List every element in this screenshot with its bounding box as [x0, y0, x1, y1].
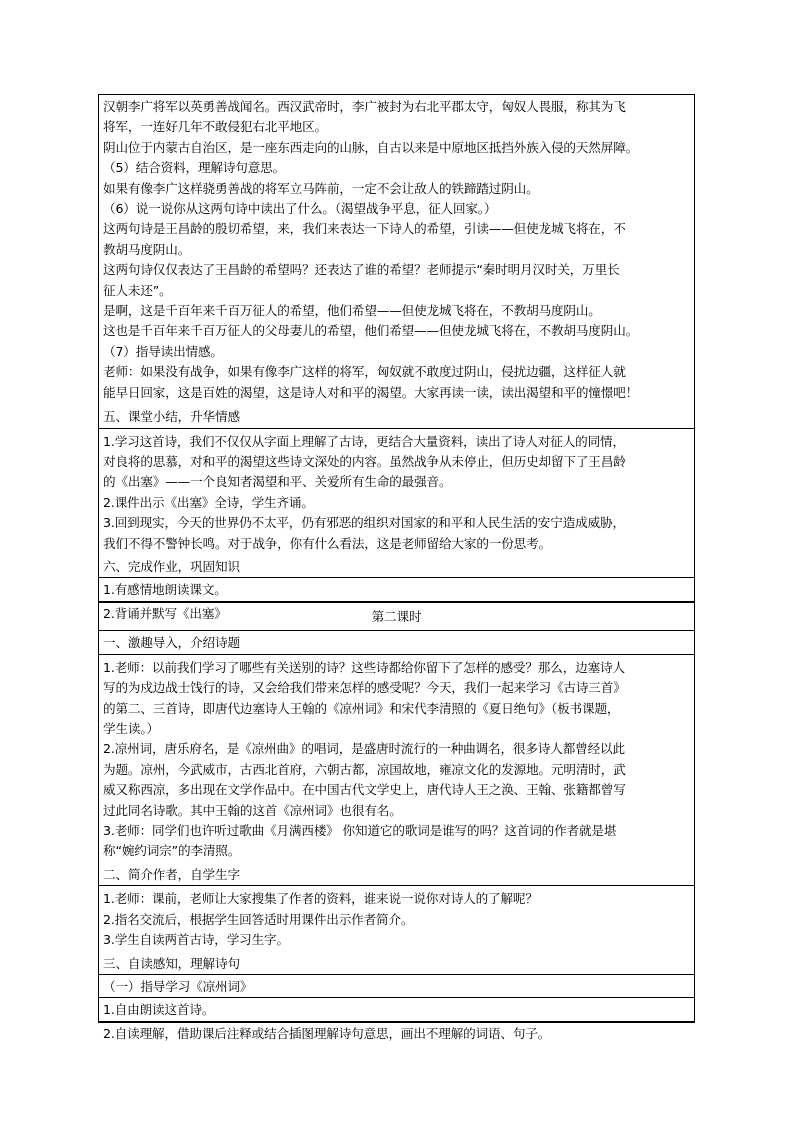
- intro-line: 写的为戍边战士饯行的诗，又会给我们带来怎样的感受呢？今天，我们一起来学习《古诗三首》: [103, 680, 626, 696]
- text-line: 这两句诗仅仅表达了王昌龄的希望吗？还表达了谁的希望？老师提示“秦时明月汉时关，万里长: [103, 262, 620, 278]
- divider: [99, 630, 694, 631]
- author-line: 3.学生自读两首古诗，学习生字。: [103, 932, 289, 948]
- text-line: （6）说一说你从这两句诗中读出了什么。（渴望战争平息，征人回家。）: [103, 201, 497, 217]
- text-line: 老师：如果没有战争，如果有像李广这样的将军，匈奴就不敢度过阴山，侵扰边疆，这样征人就: [103, 364, 626, 380]
- section-heading-reading: 三、自读感知，理解诗句: [103, 955, 240, 971]
- divider: [99, 601, 694, 602]
- text-line: 这两句诗是王昌龄的殷切希望，来，我们来表达一下诗人的希望，引读——但使龙城飞将在，不: [103, 221, 626, 237]
- text-line: （7）指导读出情感。: [103, 343, 223, 359]
- summary-line: 对良将的思慕，对和平的渴望这些诗文深处的内容。虽然战争从未停止，但历史却留下了王昌龄: [103, 453, 626, 469]
- intro-line: 2.凉州词，唐乐府名，是《凉州曲》的唱词，是盛唐时流行的一种曲调名，很多诗人都曾经以此: [103, 741, 625, 757]
- intro-line: 为题。凉州，今武威市，古西北首府，六朝古都，凉国故地，雍凉文化的发源地。元明清时，武: [103, 761, 626, 777]
- reading-line: 2.自读理解，借助课后注释或结合插图理解诗句意思，画出不理解的词语、句子。: [103, 1025, 551, 1041]
- lesson-title: 第二课时: [371, 609, 422, 624]
- divider: [99, 654, 694, 655]
- summary-line: 的《出塞》——一个良知者渴望和平、关爱所有生命的最强音。: [103, 474, 452, 490]
- lesson-section-2: [98, 603, 695, 1041]
- divider: [99, 997, 694, 998]
- section-heading-intro: 一、激趣导入，介绍诗题: [103, 635, 240, 651]
- author-line: 2.指名交流后，根据学生回答适时用课件出示作者简介。: [103, 911, 414, 927]
- summary-line: 3.回到现实，今天的世界仍不太平，仍有邪恶的组织对国家的和平和人民生活的安宁造成威胁，: [103, 515, 625, 531]
- intro-line: 过此同名诗歌。其中王翰的这首《凉州词》也很有名。: [103, 802, 402, 818]
- reading-line: 1.自由朗读这首诗。: [103, 1002, 215, 1018]
- text-line: 阴山位于内蒙古自治区，是一座东西走向的山脉，自古以来是中原地区抵挡外族入侵的天然屏障。: [103, 139, 639, 155]
- intro-line: 3.老师：同学们也许听过歌曲《月满西楼》 你知道它的歌词是谁写的吗？这首词的作者就是堪: [103, 823, 617, 839]
- lesson-plan-page: [98, 94, 695, 1041]
- text-line: 汉朝李广将军以英勇善战闻名。西汉武帝时，李广被封为右北平郡太守，匈奴人畏服，称其为飞: [103, 99, 626, 114]
- text-line: 征人未还”。: [103, 282, 172, 298]
- intro-line: 称“婉约词宗”的李清照。: [103, 843, 241, 859]
- divider: [99, 577, 694, 578]
- text-line: 如果有像李广这样骁勇善战的将军立马阵前，一定不会让敌人的铁蹄踏过阴山。: [103, 180, 539, 196]
- summary-line: 我们不得不警钟长鸣。对于战争，你有什么看法，这是老师留给大家的一份思考。: [103, 535, 551, 551]
- text-line: 这也是千百年来千百万征人的父母妻儿的希望，他们希望——但使龙城飞将在，不教胡马度阴山。: [103, 323, 639, 339]
- section-heading-summary: 五、课堂小结，升华情感: [103, 409, 240, 425]
- author-line: 1.老师：课前，老师让大家搜集了作者的资料，谁来说一说你对诗人的了解呢？: [103, 891, 538, 907]
- summary-line: 2.课件出示《出塞》全诗，学生齐诵。: [103, 494, 314, 510]
- intro-line: 1.老师：以前我们学习了哪些有关送别的诗？这些诗都给你留下了怎样的感受？那么，边塞诗人: [103, 659, 625, 675]
- section-heading-homework: 六、完成作业，巩固知识: [103, 558, 240, 574]
- divider: [99, 885, 694, 886]
- intro-line: 威又称西凉，多出现在文学作品中。在中国古代文学史上，唐代诗人王之涣、王翰、张籍都曾写: [103, 782, 626, 798]
- text-line: 能早日回家，这是百姓的渴望，这是诗人对和平的渴望。大家再读一读，读出渴望和平的憧憬吧！: [103, 384, 639, 400]
- text-line: 教胡马度阴山。: [103, 241, 191, 257]
- reading-line: （一）指导学习《凉州词》: [103, 978, 253, 994]
- divider: [99, 1021, 694, 1022]
- summary-line: 1.学习这首诗，我们不仅仅从字面上理解了古诗，更结合大量资料，读出了诗人对征人的同情，: [103, 433, 625, 449]
- text-line: 是啊，这是千百年来千百万征人的希望，他们希望——但使龙城飞将在，不教胡马度阴山。: [103, 303, 601, 319]
- homework-item: 2.背诵并默写《出塞》: [103, 605, 227, 621]
- text-line: 将军，一连好几年不敢侵犯右北平地区。: [103, 119, 327, 135]
- divider: [99, 428, 694, 429]
- intro-line: 学生读。）: [103, 721, 159, 737]
- homework-item: 1.有感情地朗读课文。: [103, 582, 227, 598]
- section-heading-author: 二、简介作者，自学生字: [103, 866, 240, 882]
- text-line: （5）结合资料，理解诗句意思。: [103, 160, 286, 176]
- divider: [99, 974, 694, 975]
- intro-line: 的第二、三首诗，即唐代边塞诗人王翰的《凉州词》和宋代李清照的《夏日绝句》（板书课题，: [103, 700, 620, 716]
